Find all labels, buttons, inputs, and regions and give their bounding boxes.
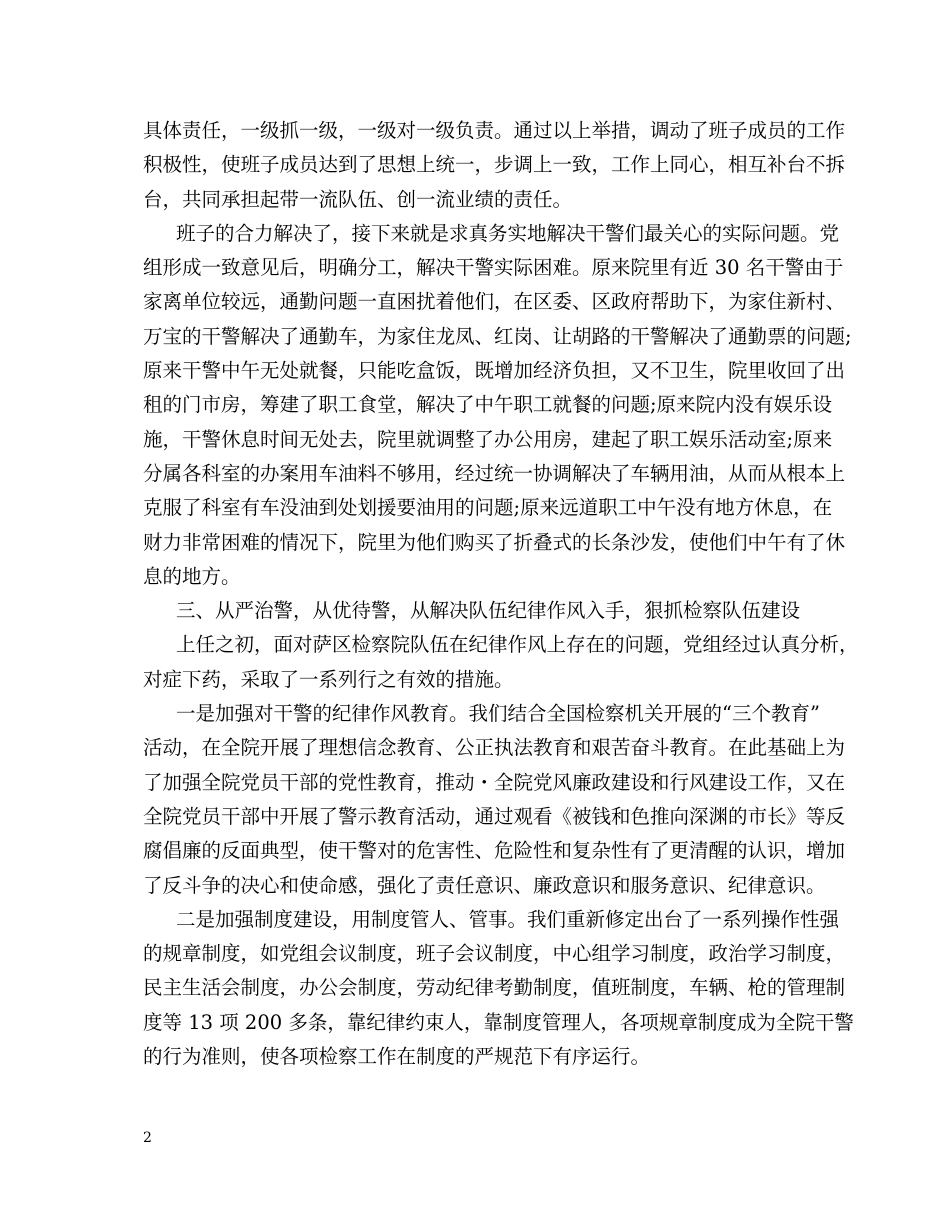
- text-line: 组形成一致意见后，明确分工，解决干警实际困难。原来院里有近 30 名干警由于: [143, 256, 844, 280]
- text-line: 台，共同承担起带一流队伍、创一流业绩的责任。: [143, 187, 573, 211]
- text-line: 三、从严治警，从优待警，从解决队伍纪律作风入手，狠抓检察队伍建设: [176, 599, 801, 623]
- text-line: 一是加强对干警的纪律作风教育。我们结合全国检察机关开展的“三个教育”: [176, 702, 820, 726]
- text-line: 万宝的干警解决了通勤车，为家住龙凤、红岗、让胡路的干警解决了通勤票的问题;: [143, 324, 852, 348]
- text-line: 度等 13 项 200 多条，靠纪律约束人，靠制度管理人，各项规章制度成为全院干警: [143, 1010, 854, 1034]
- text-line: 具体责任，一级抓一级，一级对一级负责。通过以上举措，调动了班子成员的工作: [143, 119, 846, 142]
- text-line: 民主生活会制度，办公会制度，劳动纪律考勤制度，值班制度，车辆、枪的管理制: [143, 976, 846, 1000]
- text-line: 积极性，使班子成员达到了思想上统一，步调上一致，工作上同心，相互补台不拆: [143, 153, 846, 177]
- page-number: 2: [143, 1130, 152, 1146]
- text-line: 家离单位较远，通勤问题一直困扰着他们，在区委、区政府帮助下，为家住新村、: [143, 290, 846, 314]
- text-line: 全院党员干部中开展了警示教育活动，通过观看《被钱和色推向深渊的市长》等反: [143, 804, 846, 828]
- text-line: 的规章制度，如党组会议制度，班子会议制度，中心组学习制度，政治学习制度，: [143, 942, 846, 966]
- text-line: 分属各科室的办案用车油料不够用，经过统一协调解决了车辆用油，从而从根本上: [143, 461, 846, 485]
- text-line: 对症下药，采取了一系列行之有效的措施。: [143, 667, 514, 691]
- text-line: 施，干警休息时间无处去，院里就调整了办公用房，建起了职工娱乐活动室;原来: [143, 427, 833, 451]
- text-line: 上任之初，面对萨区检察院队伍在纪律作风上存在的问题，党组经过认真分析，: [176, 633, 859, 657]
- text-line: 二是加强制度建设，用制度管人、管事。我们重新修定出台了一系列操作性强: [176, 907, 840, 931]
- text-line: 财力非常困难的情况下，院里为他们购买了折叠式的长条沙发，使他们中午有了休: [143, 530, 846, 554]
- text-line: 活动，在全院开展了理想信念教育、公正执法教育和艰苦奋斗教育。在此基础上为: [143, 736, 846, 760]
- text-line: 了加强全院党员干部的党性教育，推动・全院党风廉政建设和行风建设工作，又在: [143, 770, 846, 794]
- document-body: [143, 114, 859, 1074]
- text-line: 腐倡廉的反面典型，使干警对的危害性、危险性和复杂性有了更清醒的认识，增加: [143, 839, 846, 863]
- text-line: 班子的合力解决了，接下来就是求真务实地解决干警们最关心的实际问题。党: [176, 221, 840, 245]
- text-line: 克服了科室有车没油到处划援要油用的问题;原来远道职工中午没有地方休息，在: [143, 496, 833, 520]
- text-line: 的行为准则，使各项检察工作在制度的严规范下有序运行。: [143, 1045, 651, 1069]
- text-line: 租的门市房，筹建了职工食堂，解决了中午职工就餐的问题;原来院内没有娱乐设: [143, 393, 833, 417]
- text-line: 息的地方。: [143, 564, 241, 588]
- text-line: 了反斗争的决心和使命感，强化了责任意识、廉政意识和服务意识、纪律意识。: [143, 873, 826, 897]
- text-line: 原来干警中午无处就餐，只能吃盒饭，既增加经济负担，又不卫生，院里收回了出: [143, 359, 846, 383]
